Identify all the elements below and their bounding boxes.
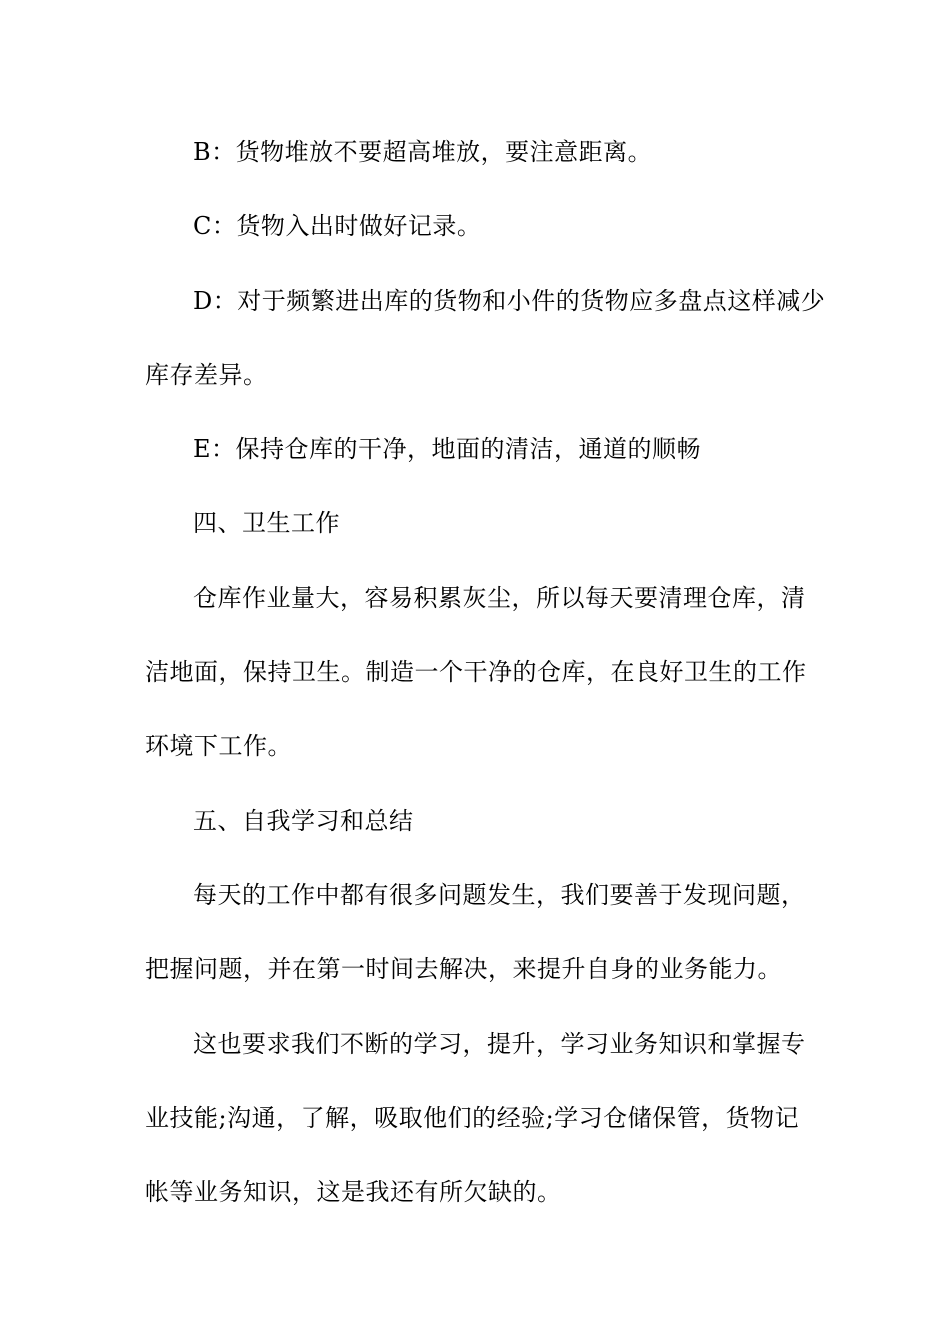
- hygiene-paragraph-line-1: 仓库作业量大，容易积累灰尘，所以每天要清理仓库，清: [193, 584, 806, 612]
- learning-paragraph-1-line-1: 每天的工作中都有很多问题发生，我们要善于发现问题，: [193, 881, 806, 909]
- paragraph-d-line-1: D：对于频繁进出库的货物和小件的货物应多盘点这样减少: [193, 287, 826, 315]
- paragraph-b-line: B：货物堆放不要超高堆放，要注意距离。: [193, 138, 653, 166]
- section-heading-hygiene: 四、卫生工作: [193, 509, 340, 537]
- learning-paragraph-2-line-3: 帐等业务知识，这是我还有所欠缺的。: [145, 1178, 562, 1206]
- section-heading-self-learning: 五、自我学习和总结: [193, 807, 414, 835]
- paragraph-d-line-2: 库存差异。: [145, 361, 268, 389]
- learning-paragraph-2-line-1: 这也要求我们不断的学习，提升，学习业务知识和掌握专: [193, 1030, 806, 1058]
- hygiene-paragraph-line-3: 环境下工作。: [145, 732, 292, 760]
- learning-paragraph-1-line-2: 把握问题，并在第一时间去解决，来提升自身的业务能力。: [145, 955, 782, 983]
- hygiene-paragraph-line-2: 洁地面，保持卫生。制造一个干净的仓库，在良好卫生的工作: [145, 658, 807, 686]
- paragraph-e-line: E：保持仓库的干净，地面的清洁，通道的顺畅: [193, 435, 702, 463]
- paragraph-c-line: C：货物入出时做好记录。: [193, 212, 482, 240]
- learning-paragraph-2-line-2: 业技能;沟通，了解，吸取他们的经验;学习仓储保管，货物记: [145, 1104, 800, 1132]
